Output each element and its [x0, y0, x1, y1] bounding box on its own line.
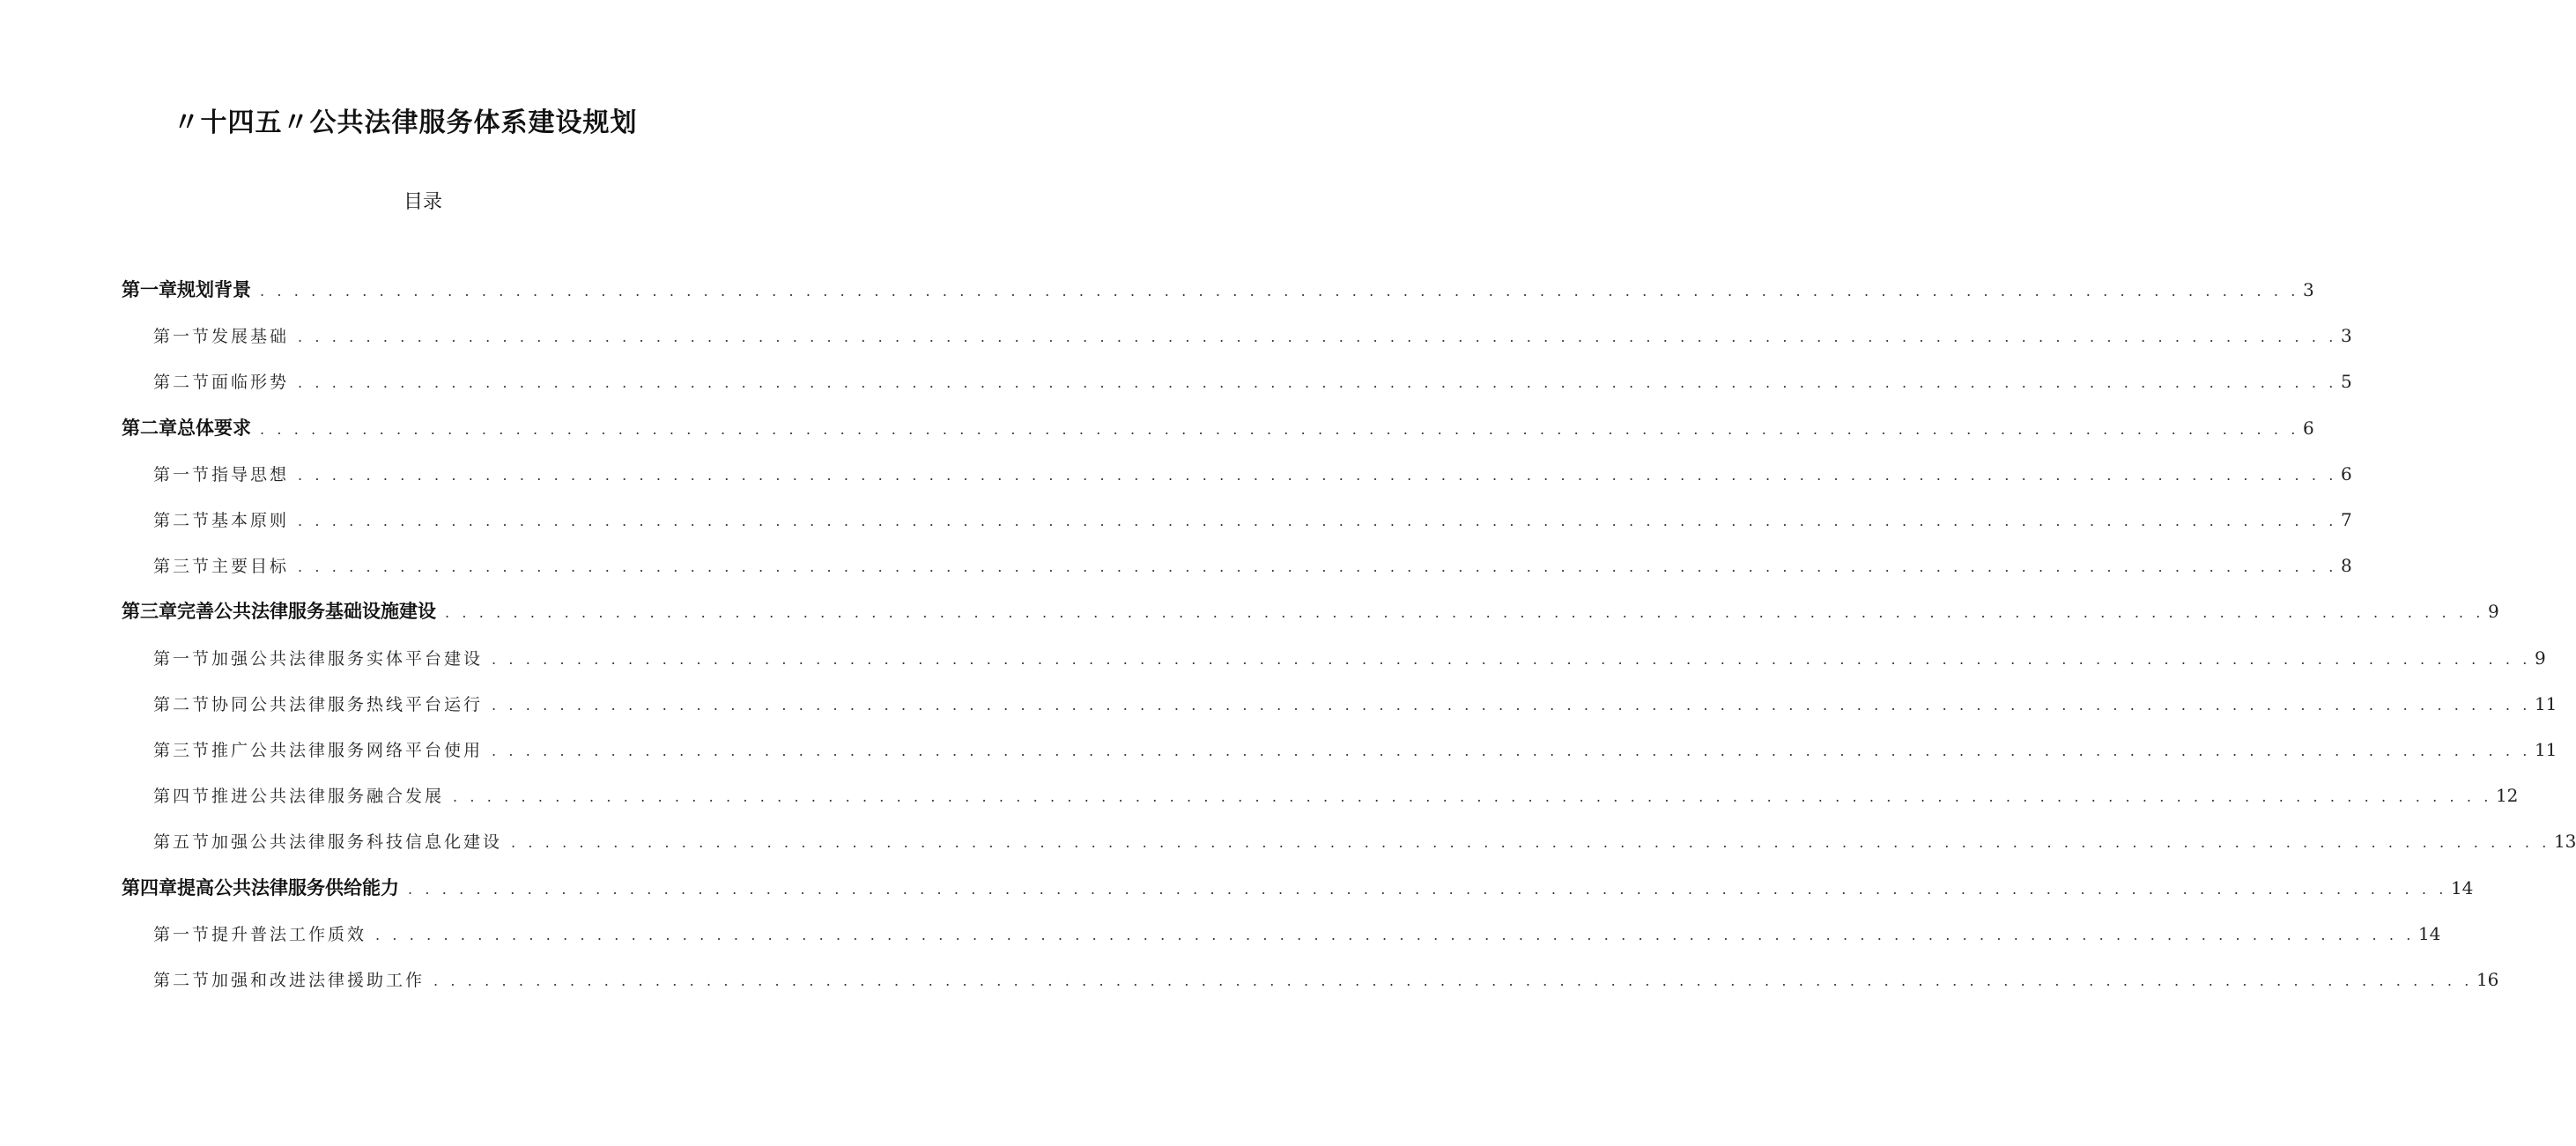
toc-page-number: 6 — [2340, 463, 2352, 484]
toc-dot-leader: . . . . . . . . . . . . . . . . . . . . . . . . . . . . . . . . . . . . . . . . . . . . . . . . . . . . . . . . . . . . . . . . . . . . . . . . . . . . . . . . . . . . . . . . . . . . . . . . . . . . . . . . . . . . . . . . . . . . . . . . — [408, 881, 2447, 898]
toc-section-entry[interactable] — [153, 919, 2441, 949]
toc-dot-leader: . . . . . . . . . . . . . . . . . . . . . . . . . . . . . . . . . . . . . . . . . . . . . . . . . . . . . . . . . . . . . . . . . . . . . . . . . . . . . . . . . . . . . . . . . . . . . . . . . . . . . . . . . . . . . . . . . . . . . . . . — [433, 972, 2473, 989]
toc-page-number: 14 — [2417, 923, 2441, 944]
toc-section-entry[interactable] — [153, 826, 2576, 856]
toc-page-number: 13 — [2553, 831, 2576, 852]
toc-dot-leader: . . . . . . . . . . . . . . . . . . . . . . . . . . . . . . . . . . . . . . . . . . . . . . . . . . . . . . . . . . . . . . . . . . . . . . . . . . . . . . . . . . . . . . . . . . . . . . . . . . . . . . . . . . . . . . . . . . . . . . . . — [260, 421, 2299, 438]
toc-page-number: 7 — [2340, 509, 2352, 530]
toc-chapter-entry[interactable] — [122, 596, 2499, 626]
toc-entry-label: 第二节加强和改进法律援助工作 — [153, 971, 426, 990]
toc-page-number: 3 — [2340, 325, 2352, 346]
toc-entry-label: 第二章总体要求 — [122, 418, 251, 439]
toc-entry-label: 第一节发展基础 — [153, 327, 290, 346]
toc-dot-leader: . . . . . . . . . . . . . . . . . . . . . . . . . . . . . . . . . . . . . . . . . . . . . . . . . . . . . . . . . . . . . . . . . . . . . . . . . . . . . . . . . . . . . . . . . . . . . . . . . . . . . . . . . . . . . . . . . . . . . . . . — [492, 651, 2531, 668]
toc-heading: 目录 — [403, 191, 442, 213]
toc-entry-label: 第三章完善公共法律服务基础设施建设 — [122, 601, 436, 622]
toc-entry-label: 第四节推进公共法律服务融合发展 — [153, 787, 445, 806]
toc-entry-label: 第一节指导思想 — [153, 465, 290, 484]
toc-entry-label: 第一章规划背景 — [122, 279, 251, 300]
toc-page-number: 9 — [2534, 647, 2546, 669]
toc-dot-leader: . . . . . . . . . . . . . . . . . . . . . . . . . . . . . . . . . . . . . . . . . . . . . . . . . . . . . . . . . . . . . . . . . . . . . . . . . . . . . . . . . . . . . . . . . . . . . . . . . . . . . . . . . . . . . . . . . . . . . . . . — [492, 697, 2531, 713]
toc-entry-label: 第一节加强公共法律服务实体平台建设 — [153, 649, 484, 669]
toc-chapter-entry[interactable] — [122, 275, 2314, 305]
toc-page-number: 5 — [2340, 371, 2352, 392]
toc-page-number: 14 — [2450, 877, 2474, 898]
toc-entry-label: 第二节基本原则 — [153, 511, 290, 530]
toc-section-entry[interactable] — [153, 321, 2352, 351]
toc-chapter-entry[interactable] — [122, 413, 2314, 443]
toc-section-entry[interactable] — [153, 780, 2519, 810]
toc-entry-label: 第二节协同公共法律服务热线平台运行 — [153, 695, 484, 714]
toc-dot-leader: . . . . . . . . . . . . . . . . . . . . . . . . . . . . . . . . . . . . . . . . . . . . . . . . . . . . . . . . . . . . . . . . . . . . . . . . . . . . . . . . . . . . . . . . . . . . . . . . . . . . . . . . . . . . . . . . . . . . . . . . — [298, 558, 2337, 575]
toc-dot-leader: . . . . . . . . . . . . . . . . . . . . . . . . . . . . . . . . . . . . . . . . . . . . . . . . . . . . . . . . . . . . . . . . . . . . . . . . . . . . . . . . . . . . . . . . . . . . . . . . . . . . . . . . . . . . . . . . . . . . . . . . — [453, 788, 2492, 805]
toc-section-entry[interactable] — [153, 459, 2352, 489]
toc-dot-leader: . . . . . . . . . . . . . . . . . . . . . . . . . . . . . . . . . . . . . . . . . . . . . . . . . . . . . . . . . . . . . . . . . . . . . . . . . . . . . . . . . . . . . . . . . . . . . . . . . . . . . . . . . . . . . . . . . . . . . . . . — [298, 467, 2337, 484]
toc-entry-label: 第四章提高公共法律服务供给能力 — [122, 877, 399, 898]
toc-page-number: 8 — [2340, 555, 2352, 576]
toc-dot-leader: . . . . . . . . . . . . . . . . . . . . . . . . . . . . . . . . . . . . . . . . . . . . . . . . . . . . . . . . . . . . . . . . . . . . . . . . . . . . . . . . . . . . . . . . . . . . . . . . . . . . . . . . . . . . . . . . . . . . . . . . — [492, 743, 2531, 759]
toc-page-number: 11 — [2534, 739, 2557, 760]
toc-dot-leader: . . . . . . . . . . . . . . . . . . . . . . . . . . . . . . . . . . . . . . . . . . . . . . . . . . . . . . . . . . . . . . . . . . . . . . . . . . . . . . . . . . . . . . . . . . . . . . . . . . . . . . . . . . . . . . . . . . . . . . . . — [298, 513, 2337, 529]
toc-dot-leader: . . . . . . . . . . . . . . . . . . . . . . . . . . . . . . . . . . . . . . . . . . . . . . . . . . . . . . . . . . . . . . . . . . . . . . . . . . . . . . . . . . . . . . . . . . . . . . . . . . . . . . . . . . . . . . . . . . . . . . . . — [445, 604, 2484, 621]
toc-dot-leader: . . . . . . . . . . . . . . . . . . . . . . . . . . . . . . . . . . . . . . . . . . . . . . . . . . . . . . . . . . . . . . . . . . . . . . . . . . . . . . . . . . . . . . . . . . . . . . . . . . . . . . . . . . . . . . . . . . . . . . . . — [298, 374, 2337, 391]
toc-page-number: 3 — [2302, 279, 2314, 300]
toc-entry-label: 第五节加强公共法律服务科技信息化建设 — [153, 832, 503, 852]
toc-dot-leader: . . . . . . . . . . . . . . . . . . . . . . . . . . . . . . . . . . . . . . . . . . . . . . . . . . . . . . . . . . . . . . . . . . . . . . . . . . . . . . . . . . . . . . . . . . . . . . . . . . . . . . . . . . . . . . . . . . . . . . . . — [511, 834, 2550, 851]
toc-dot-leader: . . . . . . . . . . . . . . . . . . . . . . . . . . . . . . . . . . . . . . . . . . . . . . . . . . . . . . . . . . . . . . . . . . . . . . . . . . . . . . . . . . . . . . . . . . . . . . . . . . . . . . . . . . . . . . . . . . . . . . . . — [298, 329, 2337, 345]
toc-entry-label: 第二节面临形势 — [153, 373, 290, 392]
toc-page-number: 16 — [2476, 969, 2499, 990]
toc-entry-label: 第三节推广公共法律服务网络平台使用 — [153, 741, 484, 760]
toc-section-entry[interactable] — [153, 965, 2499, 994]
toc-page-number: 6 — [2302, 418, 2314, 439]
toc-page-number: 12 — [2495, 785, 2519, 806]
toc-section-entry[interactable] — [153, 366, 2352, 396]
toc-section-entry[interactable] — [153, 505, 2352, 535]
document-title: 〃十四五〃公共法律服务体系建设规划 — [173, 107, 638, 138]
toc-page-number: 9 — [2487, 601, 2499, 622]
toc-entry-label: 第三节主要目标 — [153, 557, 290, 576]
toc-section-entry[interactable] — [153, 689, 2557, 719]
toc-dot-leader: . . . . . . . . . . . . . . . . . . . . . . . . . . . . . . . . . . . . . . . . . . . . . . . . . . . . . . . . . . . . . . . . . . . . . . . . . . . . . . . . . . . . . . . . . . . . . . . . . . . . . . . . . . . . . . . . . . . . . . . . — [375, 927, 2415, 943]
toc-section-entry[interactable] — [153, 643, 2546, 673]
toc-dot-leader: . . . . . . . . . . . . . . . . . . . . . . . . . . . . . . . . . . . . . . . . . . . . . . . . . . . . . . . . . . . . . . . . . . . . . . . . . . . . . . . . . . . . . . . . . . . . . . . . . . . . . . . . . . . . . . . . . . . . . . . . — [260, 283, 2299, 299]
toc-chapter-entry[interactable] — [122, 873, 2474, 903]
toc-section-entry[interactable] — [153, 735, 2557, 765]
toc-entry-label: 第一节提升普法工作质效 — [153, 925, 367, 944]
toc-page-number: 11 — [2534, 693, 2557, 714]
toc-section-entry[interactable] — [153, 551, 2352, 580]
